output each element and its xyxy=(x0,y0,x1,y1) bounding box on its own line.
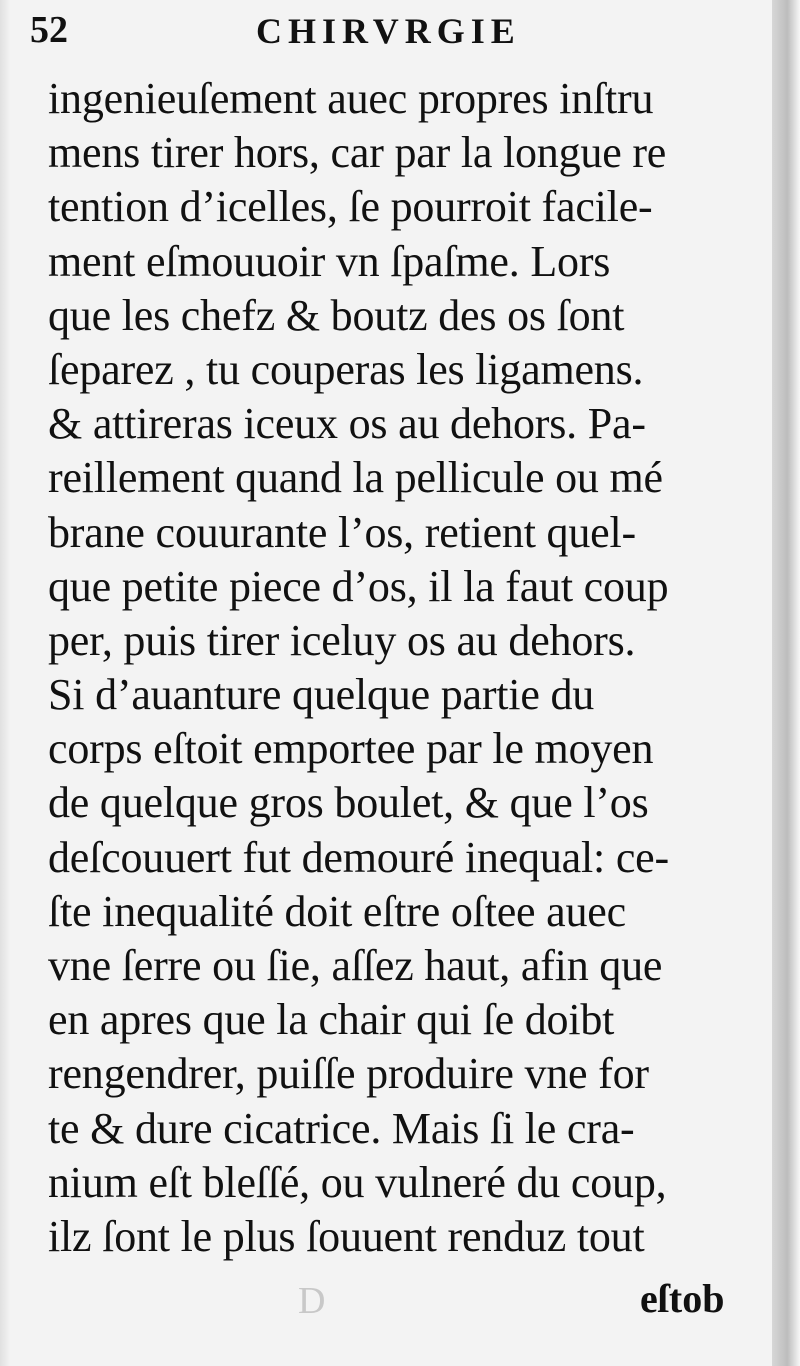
text-line-06: ſeparez , tu couperas les ligamens. xyxy=(48,344,644,394)
text-line-20: te & dure cicatrice. Mais ſi le cra- xyxy=(48,1103,635,1153)
text-line-11: per, puis tirer iceluy os au dehors. xyxy=(48,615,636,665)
text-line-18: en apres que la chair qui ſe doibt xyxy=(48,995,615,1045)
text-line-04: ment eſmouuoir vn ſpaſme. Lors xyxy=(48,236,611,286)
catchword: eſtob xyxy=(640,1276,725,1321)
text-line-13: corps eſtoit emportee par le moyen xyxy=(48,724,654,774)
text-line-21: nium eſt bleſſé, ou vulneré du coup, xyxy=(48,1157,667,1207)
running-head: CHIRVRGIE xyxy=(256,11,521,51)
text-line-10: que petite piece d’os, il la faut coup xyxy=(48,561,669,611)
text-line-15: deſcouuert fut demouré inequal: ce- xyxy=(48,832,669,882)
text-line-09: brane couurante l’os, retient quel- xyxy=(48,507,636,557)
text-line-22: ilz ſont le plus ſouuent renduz tout xyxy=(48,1211,645,1261)
signature-mark: D xyxy=(298,1280,326,1322)
text-line-07: & attireras iceux os au dehors. Pa- xyxy=(48,399,646,449)
text-line-02: mens tirer hors, car par la longue re xyxy=(48,128,667,178)
text-line-08: reillement quand la pellicule ou mé xyxy=(48,453,663,503)
text-line-14: de quelque gros boulet, & que l’os xyxy=(48,778,649,828)
text-line-05: que les chefz & boutz des os ſont xyxy=(48,290,625,340)
page-left-shadow xyxy=(0,0,10,1366)
body-text xyxy=(48,72,756,1264)
text-line-03: tention d’icelles, ſe pourroit facile- xyxy=(48,182,653,232)
page-header xyxy=(30,8,750,52)
text-line-01: ingenieuſement auec propres inſtru xyxy=(48,74,654,123)
text-line-16: ſte inequalité doit eſtre oſtee auec xyxy=(48,886,626,936)
page-number: 52 xyxy=(30,9,68,51)
text-line-17: vne ſerre ou ſie, aſſez haut, afin que xyxy=(48,941,663,990)
text-line-12: Si d’auanture quelque partie du xyxy=(48,670,595,720)
page-right-edge xyxy=(772,0,800,1366)
text-line-19: rengendrer, puiſſe produire vne for xyxy=(48,1049,649,1099)
